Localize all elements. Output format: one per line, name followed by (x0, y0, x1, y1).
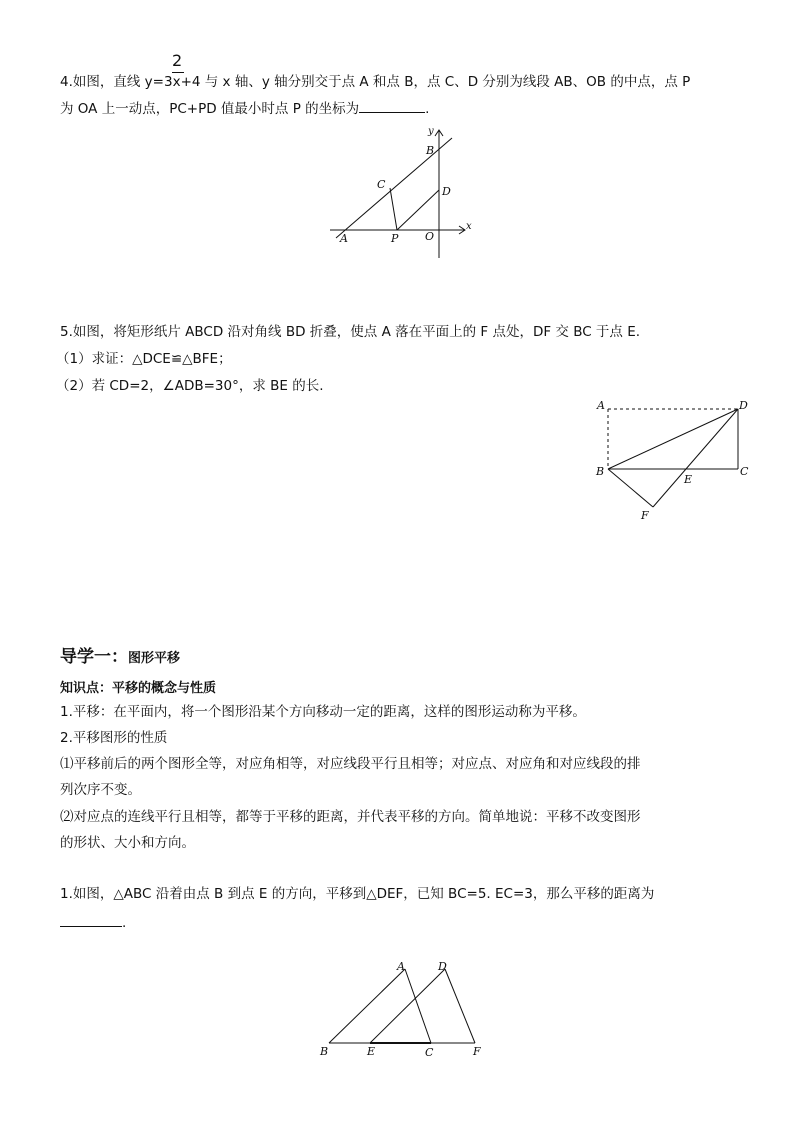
item-1: 1.平移：在平面内，将一个图形沿某个方向移动一定的距离，这样的图形运动称为平移。 (60, 704, 586, 720)
label-a: A (597, 399, 605, 412)
q4-figure (320, 120, 480, 260)
q1-figure (315, 955, 495, 1065)
q5-part-1: （1）求证：△DCE≌△BFE； (56, 351, 232, 367)
segment-ac (405, 969, 431, 1043)
q5-figure (590, 395, 760, 525)
segment-fd (653, 409, 738, 507)
label-e: E (684, 473, 693, 486)
answer-blank (359, 98, 425, 113)
item-2: 2.平移图形的性质 (60, 730, 168, 746)
knowledge-point: 知识点：平移的概念与性质 (60, 681, 217, 696)
section-heading-label: 导学一： (60, 647, 128, 667)
property-1-line-1: ⑴平移前后的两个图形全等，对应角相等，对应线段平行且相等；对应点、对应角和对应线段的排 (60, 756, 641, 772)
label-a: A (397, 960, 405, 973)
label-e: E (367, 1045, 376, 1058)
segment-bd (608, 409, 738, 469)
label-y: y (428, 126, 434, 137)
segment-df (445, 969, 475, 1043)
label-c: C (377, 178, 386, 191)
label-c: C (740, 465, 749, 478)
segment-ba (329, 969, 405, 1043)
label-x: x (466, 221, 472, 232)
label-f: F (473, 1045, 481, 1058)
q5-stem: 5.如图，将矩形纸片 ABCD 沿对角线 BD 折叠，使点 A 落在平面上的 F 点处，DF 交 BC 于点 E. (60, 324, 641, 340)
segment-cp (390, 188, 397, 230)
property-2-line-1: ⑵对应点的连线平行且相等，都等于平移的距离，并代表平移的方向。简单地说：平移不改变图形 (60, 809, 641, 825)
label-d: D (739, 399, 748, 412)
label-a: A (340, 232, 348, 245)
q4-line1-suffix: x+4 与 x 轴、y 轴分别交于点 A 和点 B，点 C、D 分别为线段 AB、OB 的中点，点 P (172, 74, 691, 90)
label-b: B (320, 1045, 329, 1058)
q4-line-2 (60, 98, 429, 119)
section-heading (60, 642, 180, 667)
label-f: F (641, 509, 649, 522)
property-2-line-2: 的形状、大小和方向。 (60, 835, 195, 851)
fraction-numerator: 2 (172, 51, 183, 70)
label-c: C (425, 1046, 434, 1059)
label-o: O (425, 230, 435, 243)
q1-line-2 (60, 912, 126, 933)
q4-line1-prefix: 4.如图，直线 y= (60, 74, 164, 90)
segment-bf (608, 469, 653, 507)
label-d: D (442, 185, 451, 198)
label-d: D (438, 960, 447, 973)
answer-blank (60, 912, 122, 927)
q4-line-1 (60, 72, 690, 92)
line-ab (336, 138, 452, 238)
label-p: P (391, 232, 399, 245)
label-b: B (426, 144, 435, 157)
q5-part-2: （2）若 CD=2，∠ADB=30°，求 BE 的长. (56, 378, 324, 394)
segment-pd (397, 190, 439, 230)
q1-line-1: 1.如图，△ABC 沿着由点 B 到点 E 的方向，平移到△DEF，已知 BC=5. EC=3，那么平移的距离为 (60, 886, 655, 902)
property-1-line-2: 列次序不变。 (60, 782, 141, 798)
q4-line2-text: 为 OA 上一动点，PC+PD 值最小时点 P 的坐标为 (60, 101, 360, 117)
q4-line2-end: . (425, 101, 430, 117)
label-b: B (596, 465, 605, 478)
section-heading-topic: 图形平移 (128, 651, 181, 666)
q1-line2-end: . (122, 915, 127, 931)
fraction-denominator: 3 (163, 74, 173, 90)
segment-ed (370, 969, 445, 1043)
